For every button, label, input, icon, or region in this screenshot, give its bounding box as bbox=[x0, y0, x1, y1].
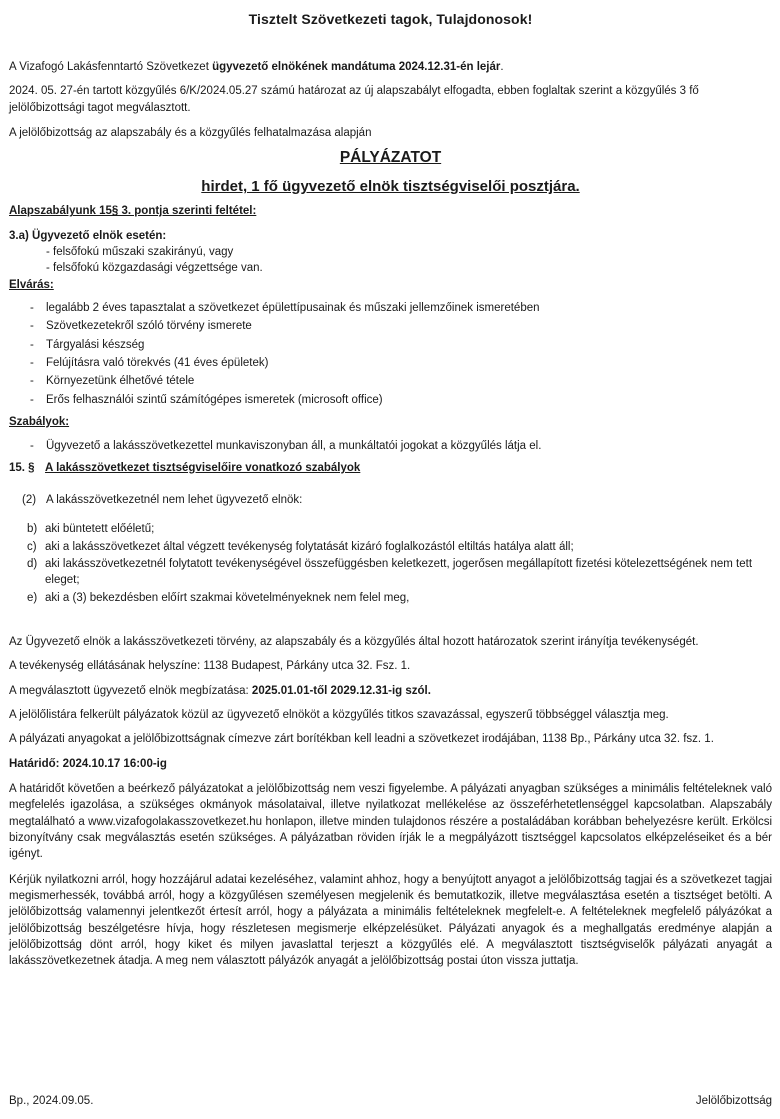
list-item: b) aki büntetett előéletű; bbox=[27, 523, 155, 536]
intro-text: A Vizafogó Lakásfenntartó Szövetkezet bbox=[9, 60, 213, 73]
vote-paragraph: A jelölőlistára felkerült pályázatok közül az ügyvezető elnököt a közgyűlés titkos szavazással, egyszerű többséggel választja meg. bbox=[9, 709, 669, 722]
intro-paragraph bbox=[9, 59, 772, 75]
list-item: - Felújításra való törekvés (41 éves épületek) bbox=[30, 357, 269, 370]
condition-subheading: 3.a) Ügyvezető elnök esetén: bbox=[9, 229, 167, 242]
location-paragraph: A tevékenység ellátásának helyszíne: 1138 Budapest, Párkány utca 32. Fsz. 1. bbox=[9, 660, 411, 673]
condition-heading: Alapszabályunk 15§ 3. pontja szerinti feltétel: bbox=[9, 205, 257, 218]
list-item: - Környezetünk élhetővé tétele bbox=[30, 375, 195, 388]
expectations-list bbox=[9, 300, 772, 408]
consent-paragraph: Kérjük nyilatkozni arról, hogy hozzájárul adatai kezeléséhez, valamint ahhoz, hogy a benyújtott anyagot a jelölőbizottság tagjai és a szövetkezet tagjai megismerhessék, továbbá arról, hogy a közgyűlésen személyesen megjelenik és bemutatkozik, illetve megválasztása esetén a tisztséget betölti. A jelölőbizottság valamennyi jelentkezőt értesít arról, hogy a pályázata a minimális feltételeknek megfelelt-e. A feltételeknek megfelelő pályázókat a jelölőbizottság beszélgetésre hívja, hogy részletesen megismerje elképzelésüket. Pályázati anyagok és a meghallgatás eredménye alapján a jelölőbizottság dönt arról, hogy kiket és milyen javaslattal terjeszt a közgyűlés elé. A megválasztott tisztségviselők pályázati anyagát a lakásszövetkezetnek átadja. A meg nem választott pályázók anyagát a jelölőbizottság postai úton vissza juttatja. bbox=[9, 873, 772, 968]
tender-subheading: hirdet, 1 fő ügyvezető elnök tisztségviselői posztjára. bbox=[201, 178, 580, 196]
intro-bold-text: ügyvezető elnökének mandátuma 2024.12.31-én lejár bbox=[212, 60, 501, 73]
footer-signature: Jelölőbizottság bbox=[695, 1095, 772, 1107]
list-item: - Ügyvezető a lakásszövetkezettel munkaviszonyban áll, a munkáltatói jogokat a közgyűlés látja el. bbox=[30, 440, 542, 453]
list-item: c) aki a lakásszövetkezet által végzett tevékenység folytatását kizáró foglalkozástól eltiltás hatálya alatt áll; bbox=[27, 540, 574, 553]
submission-paragraph: A pályázati anyagokat a jelölőbizottságnak címezve zárt borítékban kell leadni a szövetkezet irodájában, 1138 Bp., Párkány utca 32. fsz. 1. bbox=[9, 733, 714, 746]
rules-heading: Szabályok: bbox=[9, 416, 70, 429]
committee-paragraph: A jelölőbizottság az alapszabály és a közgyűlés felhatalmazása alapján bbox=[9, 126, 372, 139]
direction-paragraph: Az Ügyvezető elnök a lakásszövetkezeti törvény, az alapszabály és a közgyűlés által hozott határozatok szerint irányítja tevékenységét. bbox=[9, 636, 699, 649]
expectations-heading: Elvárás: bbox=[9, 278, 54, 291]
tender-heading: PÁLYÁZATOT bbox=[339, 149, 442, 167]
condition-item: - felsőfokú közgazdasági végzettsége van. bbox=[46, 262, 263, 275]
footer-date: Bp., 2024.09.05. bbox=[9, 1095, 94, 1107]
list-item: - Erős felhasználói szintű számítógépes ismeretek (microsoft office) bbox=[30, 393, 383, 406]
page-title: Tisztelt Szövetkezeti tagok, Tulajdonosok! bbox=[248, 11, 533, 27]
condition-list bbox=[9, 244, 772, 277]
list-item: - legalább 2 éves tapasztalat a szövetkezet épülettípusainak és műszaki jellemzőinek ismeretében bbox=[30, 302, 540, 315]
general-assembly-paragraph: 2024. 05. 27-én tartott közgyűlés 6/K/2024.05.27 számú határozat az új alapszabályt elfogadta, ebben foglaltak szerint a közgyűlés 3 fő jelölőbizottsági tagot megválasztott. bbox=[9, 85, 699, 114]
rules-list bbox=[9, 438, 772, 454]
intro-end: . bbox=[500, 60, 504, 73]
list-item: e) aki a (3) bekezdésben előírt szakmai követelményeknek nem felel meg, bbox=[27, 591, 410, 604]
disqualification-list bbox=[9, 521, 772, 606]
after-deadline-paragraph: A határidőt követően a beérkező pályázatokat a jelölőbizottság nem veszi figyelembe. A pályázati anyagban szükséges a minimális feltételeknek való megfelelés igazolása, a szükséges okmányok másolataival, illetve nyilatkozat mellékelése az összeférhetetlenséggel kapcsolatban. Alapszabály megtalálható a www.vizafogolakasszovetkezet.hu honlapon, illetve minden tulajdonos részére a postaládában korábban behelyezésre került. Erkölcsi bizonyítvány csak megválasztás esetén szükséges. A pályázatban röviden írják le a megpályázott tisztséggel kapcsolatos elképzeléseiket és a bér igényt. bbox=[9, 783, 772, 861]
condition-item: - felsőfokú műszaki szakirányú, vagy bbox=[46, 246, 234, 259]
document-body bbox=[9, 0, 772, 970]
list-item: - Tárgyalási készség bbox=[30, 338, 145, 351]
section-15-heading: 15. § A lakásszövetkezet tisztségviselőire vonatkozó szabályok bbox=[9, 461, 361, 474]
list-item: - Szövetkezetekről szóló törvény ismerete bbox=[30, 320, 252, 333]
mandate-paragraph: A megválasztott ügyvezető elnök megbízatása: 2025.01.01-től 2029.12.31-ig szól. bbox=[9, 684, 431, 697]
deadline: Határidő: 2024.10.17 16:00-ig bbox=[9, 757, 167, 770]
paragraph-2: (2) A lakásszövetkezetnél nem lehet ügyvezető elnök: bbox=[22, 494, 303, 507]
list-item: d) aki lakásszövetkezetnél folytatott tevékenységével összefüggésben keletkezett, jogerősen megállapított fizetési kötelezettségének nem tett eleget; bbox=[27, 558, 753, 587]
